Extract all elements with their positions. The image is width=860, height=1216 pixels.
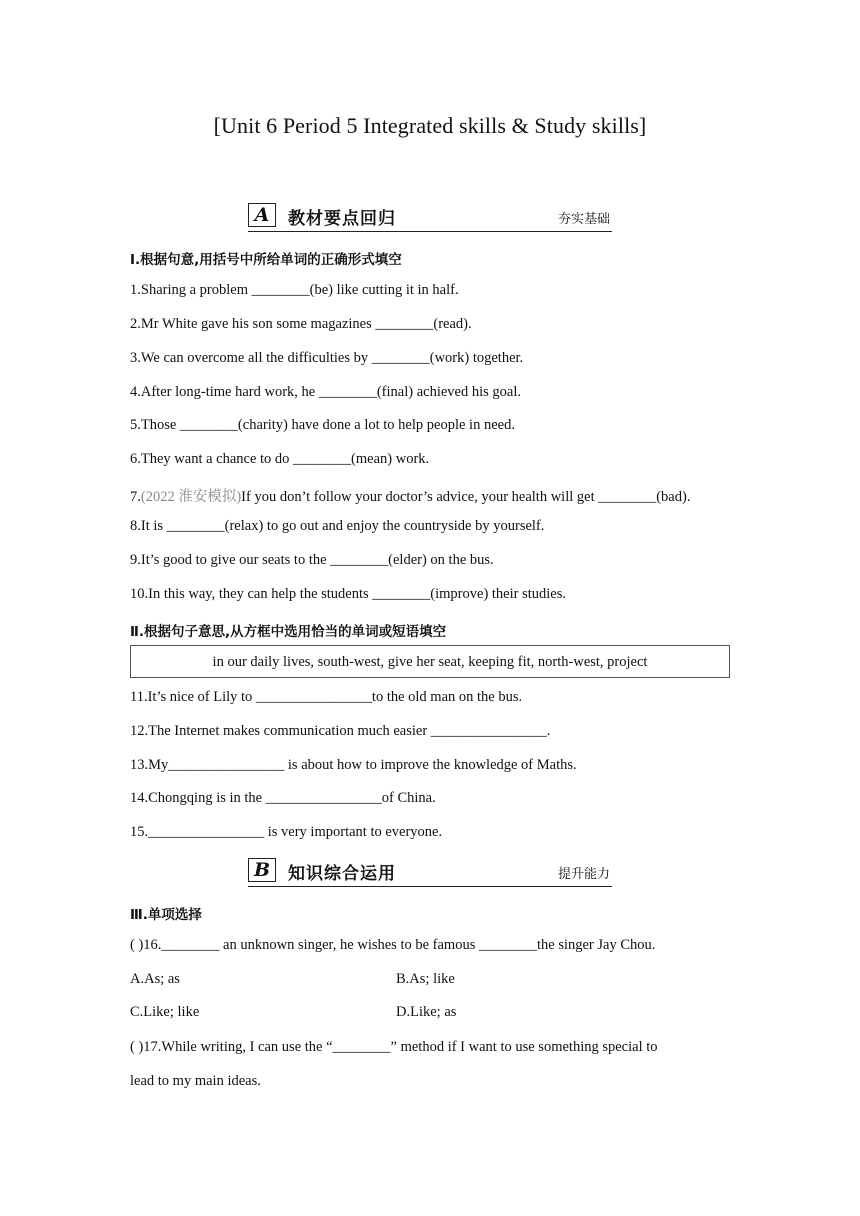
question-17: ( )17.While writing, I can use the “________” method if I want to use something special to: [130, 1039, 658, 1055]
question-14: 14.Chongqing is in the ________________of China.: [130, 790, 436, 806]
question-1: 1.Sharing a problem ________(be) like cutting it in half.: [130, 282, 459, 298]
banner-b-heading: 知识综合运用: [288, 864, 396, 884]
question-7-source: (2022 淮安模拟): [140, 489, 242, 505]
question-7-text: If you don’t follow your doctor’s advice, your health will get ________(bad).: [241, 489, 691, 505]
question-4: 4.After long-time hard work, he ________(final) achieved his goal.: [130, 384, 521, 400]
question-10: 10.In this way, they can help the students ________(improve) their studies.: [130, 586, 566, 602]
section-banner-a: [248, 201, 612, 232]
section-banner-b: [248, 856, 612, 887]
section-2-heading: Ⅱ.根据句子意思,从方框中选用恰当的单词或短语填空: [130, 624, 447, 640]
page-title: [Unit 6 Period 5 Integrated skills & Study skills]: [213, 113, 647, 138]
question-7: [130, 485, 690, 506]
section-1-heading: Ⅰ.根据句意,用括号中所给单词的正确形式填空: [130, 252, 402, 268]
banner-a-tag: 夯实基础: [557, 212, 610, 227]
question-13: 13.My________________ is about how to improve the knowledge of Maths.: [130, 757, 577, 773]
word-box: in our daily lives, south-west, give her seat, keeping fit, north-west, project: [130, 645, 730, 678]
question-6: 6.They want a chance to do ________(mean) work.: [130, 451, 430, 467]
option-16-b: B.As; like: [396, 971, 455, 987]
option-16-d: D.Like; as: [396, 1004, 457, 1020]
question-12: 12.The Internet makes communication much easier ________________.: [130, 723, 551, 739]
section-3-heading: Ⅲ.单项选择: [130, 907, 202, 923]
banner-a-heading: 教材要点回归: [288, 209, 396, 229]
option-16-c: C.Like; like: [130, 1004, 200, 1020]
question-9: 9.It’s good to give our seats to the ________(elder) on the bus.: [130, 552, 494, 568]
option-16-a: A.As; as: [130, 971, 180, 987]
question-16: ( )16.________ an unknown singer, he wishes to be famous ________the singer Jay Chou.: [130, 937, 656, 953]
question-7-number: 7.: [130, 489, 141, 505]
question-8: 8.It is ________(relax) to go out and enjoy the countryside by yourself.: [130, 518, 545, 534]
question-11: 11.It’s nice of Lily to ________________to the old man on the bus.: [130, 689, 523, 705]
question-17-continuation: lead to my main ideas.: [130, 1073, 261, 1089]
question-15: 15.________________ is very important to everyone.: [130, 824, 443, 840]
question-2: 2.Mr White gave his son some magazines ________(read).: [130, 316, 472, 332]
banner-b-tag: 提升能力: [557, 867, 610, 882]
question-3: 3.We can overcome all the difficulties by ________(work) together.: [130, 350, 524, 366]
badge-a-icon: A: [248, 203, 276, 227]
badge-b-icon: B: [248, 858, 276, 882]
question-5: 5.Those ________(charity) have done a lot to help people in need.: [130, 417, 515, 433]
